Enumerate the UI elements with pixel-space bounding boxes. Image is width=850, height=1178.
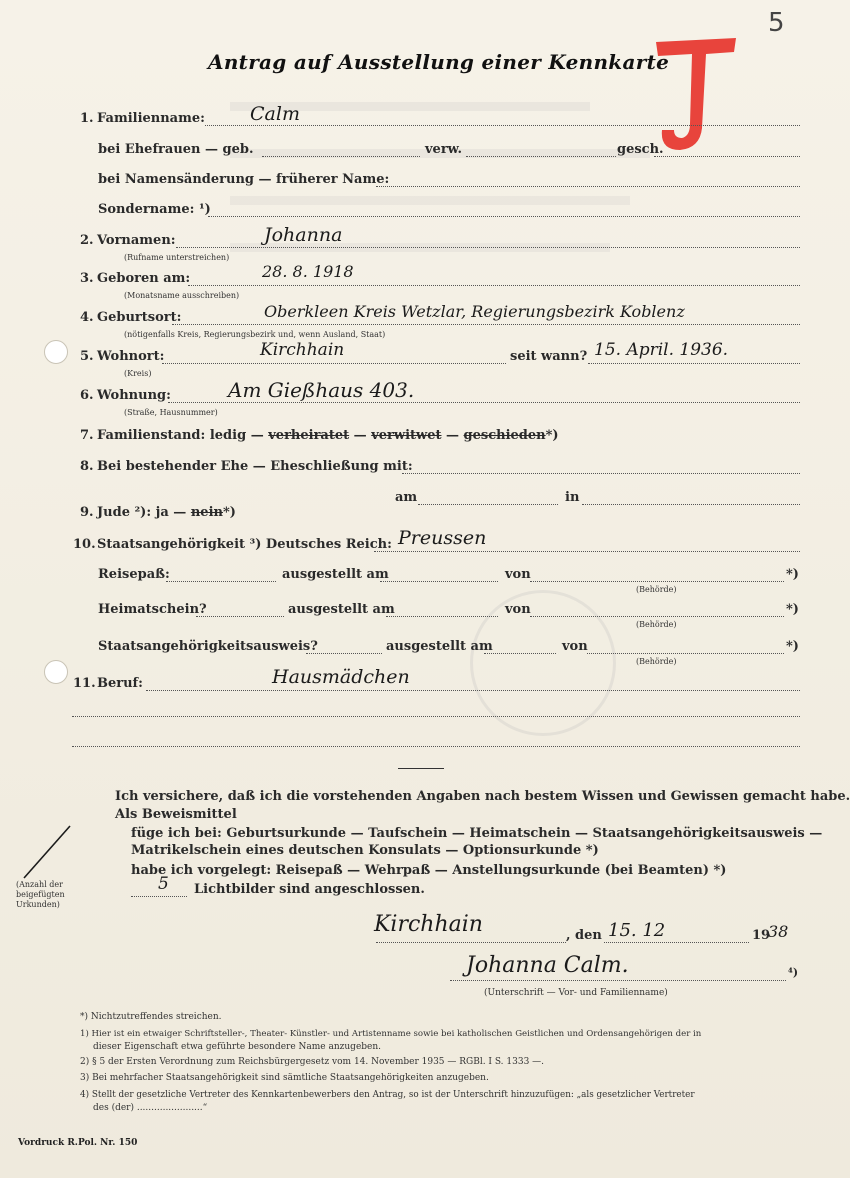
staatsausweis-von-line <box>587 653 784 654</box>
f7-dash-3: — <box>446 428 460 443</box>
f4-value: Oberkleen Kreis Wetzlar, Regierungsbezirk Koblenz <box>264 302 685 321</box>
f7-option-verheiratet: verheiratet <box>268 428 350 443</box>
sondername-line <box>208 216 800 217</box>
f5-number: 5. <box>80 349 94 364</box>
f7-number: 7. <box>80 428 94 443</box>
signature-year: 38 <box>768 922 789 941</box>
staatsausweis-ausgestellt-line <box>484 653 556 654</box>
reisepass-line <box>166 581 276 582</box>
reisepass-ausgestellt-label: ausgestellt am <box>282 567 389 582</box>
footnote-4: 4) Stellt der gesetzliche Vertreter des Kennkartenbewerbers den Antrag, so ist der Unterschrift hinzuzufügen: „als gesetzlicher Vertreter <box>80 1090 695 1100</box>
f5-note: (Kreis) <box>124 369 152 378</box>
f8-line <box>402 473 800 474</box>
heimatschein-behoerde: (Behörde) <box>636 620 677 629</box>
staatsausweis-behoerde: (Behörde) <box>636 657 677 666</box>
f9-number: 9. <box>80 505 94 520</box>
f8-am-line <box>418 504 558 505</box>
verw-line <box>466 156 616 157</box>
f11-extra-line-1 <box>72 716 800 717</box>
staatsausweis-von-label: von <box>562 639 588 654</box>
f2-note: (Rufname unterstreichen) <box>124 253 230 262</box>
bleed-circle <box>470 590 616 736</box>
staatsausweis-line <box>306 653 382 654</box>
f1-value: Calm <box>250 103 300 125</box>
declaration-line-1: Ich versichere, daß ich die vorstehenden Angaben nach bestem Wissen und Gewissen gemacht habe. <box>115 789 850 804</box>
f10-number: 10. <box>73 537 96 552</box>
f11-line <box>146 690 800 691</box>
page-title: Antrag auf Ausstellung einer Kennkarte <box>208 50 670 74</box>
f2-number: 2. <box>80 233 94 248</box>
footnote-1b: dieser Eigenschaft etwa geführte besondere Name anzugeben. <box>93 1042 382 1052</box>
declaration-line-3: füge ich bei: Geburtsurkunde — Taufschein — Heimatschein — Staatsangehörigkeitsausweis — <box>131 826 823 841</box>
footnote-1: 1) Hier ist ein etwaiger Schriftsteller-, Theater- Künstler- und Artistenname sowie bei katholischen Geistlichen und Ordensangehörigen der in <box>80 1029 702 1039</box>
gesch-line <box>654 156 800 157</box>
staatsausweis-ausgestellt-label: ausgestellt am <box>386 639 493 654</box>
f11-extra-line-2 <box>72 746 800 747</box>
reisepass-behoerde: (Behörde) <box>636 585 677 594</box>
f8-in-label: in <box>565 490 580 505</box>
f11-label: Beruf: <box>97 676 143 691</box>
f4-label: Geburtsort: <box>97 310 182 325</box>
reisepass-star: *) <box>786 567 799 582</box>
reisepass-label: Reisepaß: <box>98 567 170 582</box>
namensaenderung-line <box>376 186 800 187</box>
staatsausweis-star: *) <box>786 639 799 654</box>
reisepass-von-line <box>530 581 784 582</box>
declaration-line-6: Lichtbilder sind angeschlossen. <box>194 882 425 897</box>
sondername-label: Sondername: ¹) <box>98 202 211 217</box>
f3-note: (Monatsname ausschreiben) <box>124 291 240 300</box>
signature-place-line <box>376 942 566 943</box>
signature-place: Kirchhain <box>374 912 483 937</box>
f7-label: Familienstand: ledig <box>97 428 247 443</box>
declaration-line-2: Als Beweismittel <box>115 807 237 822</box>
verw-label: verw. <box>425 142 463 157</box>
margin-strike <box>18 822 74 882</box>
f4-number: 4. <box>80 310 94 325</box>
divider <box>398 768 444 769</box>
f8-in-line <box>582 504 800 505</box>
signature-name-line <box>450 980 786 981</box>
j-stamp <box>652 32 742 158</box>
gesch-label: gesch. <box>617 142 664 157</box>
footnote-4b: des (der) .......................“ <box>93 1103 208 1113</box>
f7-dash-1: — <box>250 428 264 443</box>
photo-count: 5 <box>158 874 169 894</box>
footnote-2: 2) § 5 der Ersten Verordnung zum Reichsbürgergesetz vom 14. November 1935 — RGBl. I S. 1333 —. <box>80 1057 545 1067</box>
f7-row <box>97 428 559 443</box>
f1-label: Familienname: <box>97 111 205 126</box>
f11-number: 11. <box>73 676 96 691</box>
footnote-3: 3) Bei mehrfacher Staatsangehörigkeit sind sämtliche Staatsangehörigkeiten anzugeben. <box>80 1073 489 1083</box>
count-line <box>131 896 187 897</box>
signature-name: Johanna Calm. <box>466 953 629 978</box>
signature-date: 15. 12 <box>608 920 666 941</box>
f5-value: Kirchhain <box>260 340 345 360</box>
seit-value: 15. April. 1936. <box>594 340 729 360</box>
f3-number: 3. <box>80 271 94 286</box>
declaration-line-5: habe ich vorgelegt: Reisepaß — Wehrpaß — Anstellungsurkunde (bei Beamten) *) <box>131 863 727 878</box>
f9-label: Jude ²): ja — <box>97 505 187 520</box>
signature-caption: (Unterschrift — Vor- und Familienname) <box>484 988 668 998</box>
f5-line <box>162 363 506 364</box>
f2-label: Vornamen: <box>97 233 176 248</box>
heimatschein-star: *) <box>786 602 799 617</box>
geb-line <box>262 156 420 157</box>
f7-option-verwitwet: verwitwet <box>371 428 442 443</box>
punch-hole <box>44 660 68 684</box>
heimatschein-ausgestellt-label: ausgestellt am <box>288 602 395 617</box>
heimatschein-line <box>196 616 284 617</box>
seit-label: seit wann? <box>510 349 588 364</box>
namensaenderung-label: bei Namensänderung — früherer Name: <box>98 172 390 187</box>
heimatschein-ausgestellt-line <box>386 616 498 617</box>
seit-line <box>588 363 800 364</box>
f6-note: (Straße, Hausnummer) <box>124 408 218 417</box>
f10-label: Staatsangehörigkeit ³) Deutsches Reich: <box>97 537 392 552</box>
heimatschein-von-label: von <box>505 602 531 617</box>
heimatschein-von-line <box>530 616 784 617</box>
signature-date-line <box>604 942 749 943</box>
f11-value: Hausmädchen <box>272 666 410 688</box>
f2-line <box>176 247 800 248</box>
f6-line <box>168 402 800 403</box>
f2-value: Johanna <box>264 224 343 246</box>
f7-dash-2: — <box>353 428 367 443</box>
f9-suffix: *) <box>222 505 236 520</box>
f6-number: 6. <box>80 388 94 403</box>
f9-row <box>97 505 236 520</box>
f5-label: Wohnort: <box>97 349 165 364</box>
reisepass-ausgestellt-line <box>380 581 498 582</box>
declaration-line-4: Matrikelschein eines deutschen Konsulats — Optionsurkunde *) <box>131 843 599 858</box>
f7-suffix: *) <box>545 428 559 443</box>
f9-option-nein: nein <box>190 505 223 520</box>
f1-line <box>205 125 800 126</box>
f8-label: Bei bestehender Ehe — Eheschließung mit: <box>97 459 413 474</box>
reisepass-von-label: von <box>505 567 531 582</box>
f6-value: Am Gießhaus 403. <box>228 378 415 402</box>
page-number: 5 <box>768 8 785 38</box>
f7-option-geschieden: geschieden <box>463 428 546 443</box>
f8-number: 8. <box>80 459 94 474</box>
signature-den-label: , den <box>566 928 602 943</box>
form-number: Vordruck R.Pol. Nr. 150 <box>18 1138 138 1148</box>
punch-hole <box>44 340 68 364</box>
staatsausweis-label: Staatsangehörigkeitsausweis? <box>98 639 318 654</box>
f3-line <box>188 285 800 286</box>
f4-line <box>172 324 800 325</box>
f10-value: Preussen <box>398 527 487 549</box>
f3-label: Geboren am: <box>97 271 191 286</box>
f3-value: 28. 8. 1918 <box>262 262 354 281</box>
f4-note: (nötigenfalls Kreis, Regierungsbezirk und, wenn Ausland, Staat) <box>124 330 386 339</box>
ehefrauen-label: bei Ehefrauen — geb. <box>98 142 254 157</box>
signature-year-prefix: 19 <box>752 928 771 943</box>
anzahl-note: (Anzahl der beigefügten Urkunden) <box>16 880 65 909</box>
f8-am-label: am <box>395 490 418 505</box>
heimatschein-label: Heimatschein? <box>98 602 207 617</box>
f6-label: Wohnung: <box>97 388 171 403</box>
footnote-0: *) Nichtzutreffendes streichen. <box>80 1012 222 1022</box>
signature-footnote-ref: ⁴) <box>788 966 799 979</box>
f10-line <box>374 551 800 552</box>
f1-number: 1. <box>80 111 94 126</box>
